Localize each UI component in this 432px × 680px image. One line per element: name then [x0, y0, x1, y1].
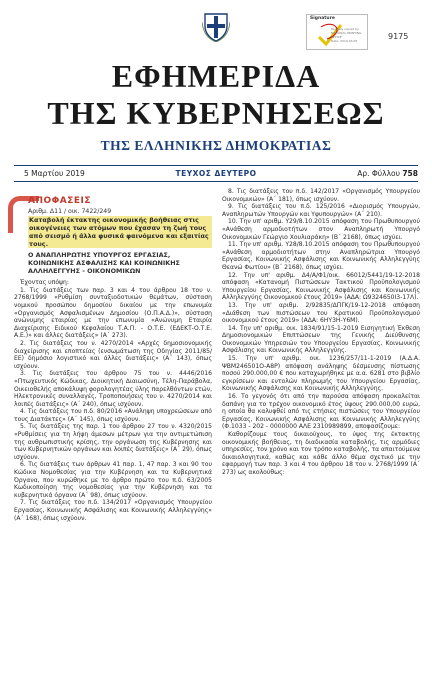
- signature-line: OFFICE: [331, 35, 342, 39]
- having-regard: Έχοντας υπόψη:: [20, 279, 69, 287]
- issue-info-bar: [14, 168, 418, 180]
- greek-coat-of-arms-icon: [202, 12, 230, 42]
- paragraph: 7. Τις διατάξεις του π.δ. 134/2017 «Οργανισμός Υπουργείου Εργασίας, Κοινωνικής Ασφάλισης και Κοινωνικής Αλληλεγγύης» (Α΄ 168), όπως ισχύουν.: [14, 499, 212, 522]
- paragraph: 11. Την υπ' αριθμ. Υ28/8.10.2015 απόφαση του Πρωθυπουργού «Ανάθεση αρμοδιοτήτων στην Αναπληρώτρια Υπουργό Εργασίας, Κοινωνικής Ασφάλισης και Κοινωνικής Αλληλεγγύης Θεανώ Φωτίου» (Β΄ 2168), όπως ισχύει.: [222, 241, 420, 271]
- issue-volume: ΤΕΥΧΟΣ ΔΕΥΤΕΡΟ: [175, 169, 257, 178]
- ministry-title: Ο ΑΝΑΠΛΗΡΩΤΗΣ ΥΠΟΥΡΓΟΣ ΕΡΓΑΣΙΑΣ, ΚΟΙΝΩΝΙΚΗΣ ΑΣΦΑΛΙΣΗΣ ΚΑΙ ΚΟΙΝΩΝΙΚΗΣ ΑΛΛΗΛΕΓΓΥΗΣ - ΟΙΚΟΝΟΜΙΚΩΝ: [28, 251, 180, 276]
- paragraph: 1. Τις διατάξεις των παρ. 3 και 4 του άρθρου 18 του ν. 2768/1999 «Ρυθμίση συνταξιοδοτικών θεμάτων, σύσταση νομικού προσώπου δημοσίου δικαίου με την επωνυμία «Οργανισμός Ασφαλισμένων Δημοσίου (Ο.Π.Α.Δ.)», σύσταση ανώνυμης εταιρίας με την επωνυμία «Ανώνυμη Εταιρία Διαχείρισης Ειδικού Κεφαλαίου Τ.Α.Π. - Ο.Τ.Ε. (ΕΔΕΚΤ-Ο.Τ.Ε. Α.Ε.)» και άλλες διατάξεις» (Α΄ 273).: [14, 286, 212, 340]
- paragraph: Καθορίζουμε τους δικαιούχους, το ύψος της έκτακτης οικονομικής βοήθειας, τη διαδικασία καταβολής, τις αρμόδιες υπηρεσίες, τον χρόνο και τον τρόπο καταβολής, τα απαιτούμενα δικαιολογητικά, καθώς και κάθε άλλο θέμα σχετικό με την εφαρμογή των παρ. 3 και 4 του άρθρου 18 του ν. 2768/1999 (Α΄ 273) ως ακολούθως:: [222, 431, 420, 476]
- signature-line: Date: 2019.03.05: [331, 39, 358, 43]
- sheet-label: Αρ. Φύλλου: [357, 169, 400, 178]
- paragraph: 15. Την υπ' αριθμ. οικ. 1236/257/11-1-2019 (Α.Δ.Α. ΨΒΜ246501Ο-Α8Ρ) απόφαση ανάληψης δέσμευσης πίστωσης ποσού 290.000,00 € που καταχωρήθηκε με α.α. 6281 στο βιβλίο εγκρίσεων και εντολών πληρωμής του Υπουργείου Εργασίας, Κοινωνικής Ασφάλισης και Κοινωνικής Αλληλεγγύης.: [222, 355, 420, 393]
- decision-reference: Αριθμ. Δ11 / οικ. 7422/249: [28, 207, 112, 215]
- decisions-heading: ΑΠΟΦΑΣΕΙΣ: [28, 196, 92, 206]
- signature-title: Signature: [310, 16, 335, 21]
- signature-line: Digitally signed by: [331, 27, 359, 31]
- paragraph: 8. Τις διατάξεις του π.δ. 142/2017 «Οργανισμός Υπουργείου Οικονομικών» (Α΄ 181), όπως ισχύουν.: [222, 188, 420, 203]
- gazette-subtitle: ΤΗΣ ΕΛΛΗΝΙΚΗΣ ΔΗΜΟΚΡΑΤΙΑΣ: [100, 138, 332, 153]
- bottom-rule: [14, 181, 418, 182]
- top-rule: [14, 165, 418, 166]
- paragraph: 16. Το γεγονός ότι από την παρούσα απόφαση προκαλείται δαπάνη για το τρέχον οικονομικό έτος ύψους 290.000,00 ευρώ, η οποία θα καλυφθεί από τις ετήσιες πιστώσεις του Υπουργείου Εργασίας, Κοινωνικής Ασφάλισης και Κοινωνικής Αλληλεγγύης (Φ.1033 - 202 - 0000000 ΑΛΕ 2310989899, αποφασίζουμε:: [222, 393, 420, 431]
- paragraph: 4. Τις διατάξεις του π.δ. 80/2016 «Ανάληψη υποχρεώσεων από τους Διατάκτες» (Α΄ 145), όπως ισχύουν.: [14, 408, 212, 423]
- paragraph: 13. Την υπ' αριθμ. 2/92835/ΔΠΓΚ/19-12-2018 απόφαση «Διάθεση των πιστώσεων του Κρατικού Προϋπολογισμού οικονομικού έτους 2019» (ΑΔΑ: 6ΗΥ3Η-Υ6Μ).: [222, 301, 420, 325]
- signature-line: NATIONAL PRINTING: [331, 31, 362, 35]
- gazette-title-line2: ΤΗΣ ΚΥΒΕΡΝΗΣΕΩΣ: [47, 95, 385, 131]
- paragraph: 2. Τις διατάξεις του ν. 4270/2014 «Αρχές δημοσιονομικής διαχείρισης και εποπτείας (ενσωμάτωση της Οδηγίας 2011/85/ΕΕ) δημόσιο λογιστικό και άλλες διατάξεις» (Α΄ 143), όπως ισχύουν.: [14, 339, 212, 370]
- sheet-number: [357, 169, 418, 178]
- paragraph: 12. Την υπ' αριθμ. Δ4/Α/Φ1/οικ. 66012/5441/19-12-2018 απόφαση «Κατανομή Πιστώσεων Τακτικού Προϋπολογισμού Υπουργείου Εργασίας, Κοινωνικής Ασφάλισης και Κοινωνικής Αλληλεγγύης Οικονομικού έτους 2019» (ΑΔΑ: Ω9324650Ι3-17Λ).: [222, 271, 420, 302]
- issue-date: 5 Μαρτίου 2019: [24, 169, 85, 178]
- paragraph: 10. Την υπ' αριθμ. Υ29/8.10.2015 απόφαση του Πρωθυπουργού «Ανάθεση αρμοδιοτήτων στον Αναπληρωτή Υπουργό Οικονομικών Γεώργιο Χουλιαράκη» (Β΄ 2168), όπως ισχύει.: [222, 218, 420, 241]
- paragraph: 3. Τις διατάξεις του άρθρου 75 του ν. 4446/2016 «Πτωχευτικός Κώδικας, Διοικητική Διαιωσύνη, Τέλη-Παράβολα, Οικειοθελής αποκάλυψη φορολογητέας ύλης παρελθόντων ετών, Ηλεκτρονικές συναλλαγές, Τροποποιήσεις του ν. 4270/2014 και λοιπές διατάξεις» (Α΄ 240), όπως ισχύουν.: [14, 370, 212, 408]
- paragraph: 6. Τις διατάξεις των άρθρων 41 παρ. 1, 47 παρ. 3 και 90 του Κώδικα Νομοθεσίας για την Κυβέρνηση και τα Κυβερνητικά Όργανα, που κυρώθηκε με το άρθρο πρώτο του π.δ. 63/2005 Κωδικοποίηση της νομοθεσίας για την Κυβέρνηση και τα κυβερνητικά όργανα (Α΄ 98), όπως ισχύουν.: [14, 461, 212, 499]
- digital-signature-box: [306, 14, 368, 50]
- page-number: 9175: [388, 32, 409, 41]
- paragraph: 14. Την υπ' αριθμ. οικ. 1834/91/15-1-2019 Εισηγητική Έκθεση Δημοσιονομικών Επιπτώσεων της Γενικής Διεύθυνσης Οικονομικών Υπηρεσιών του Υπουργείου Εργασίας, Κοινωνικής Ασφάλισης και Κοινωνικής Αλληλεγγύης.: [222, 324, 420, 355]
- decision-subject: Καταβολή έκτακτης οικονομικής βοήθειας στις οικογένειες των ατόμων που έχασαν τη ζωή τους από σεισμό ή άλλα φυσικά φαινόμενα και εξαιτίας τους.: [28, 216, 212, 248]
- left-column: [14, 188, 212, 522]
- right-column: [222, 188, 420, 477]
- gazette-title-line1: ΕΦΗΜΕΡΙΔΑ: [111, 58, 321, 94]
- sheet-value: 758: [402, 169, 418, 178]
- signature-lines: [331, 27, 367, 43]
- paragraph: 5. Τις διατάξεις της παρ. 1 του άρθρου 27 του ν. 4320/2015 «Ρυθμίσεις για τη λήψη άμεσων μέτρων για την αντιμετώπιση της ανθρωπιστικής κρίσης, την οργάνωση της Κυβέρνησης και των Κυβερνητικών οργάνων και λοιπές διατάξεις» (Α΄ 29), όπως ισχύουν.: [14, 423, 212, 461]
- paragraph: 9. Τις διατάξεις του π.δ. 125/2016 «Διορισμός Υπουργών, Αναπληρωτών Υπουργών και Υφυπουργών» (Α΄ 210).: [222, 203, 420, 218]
